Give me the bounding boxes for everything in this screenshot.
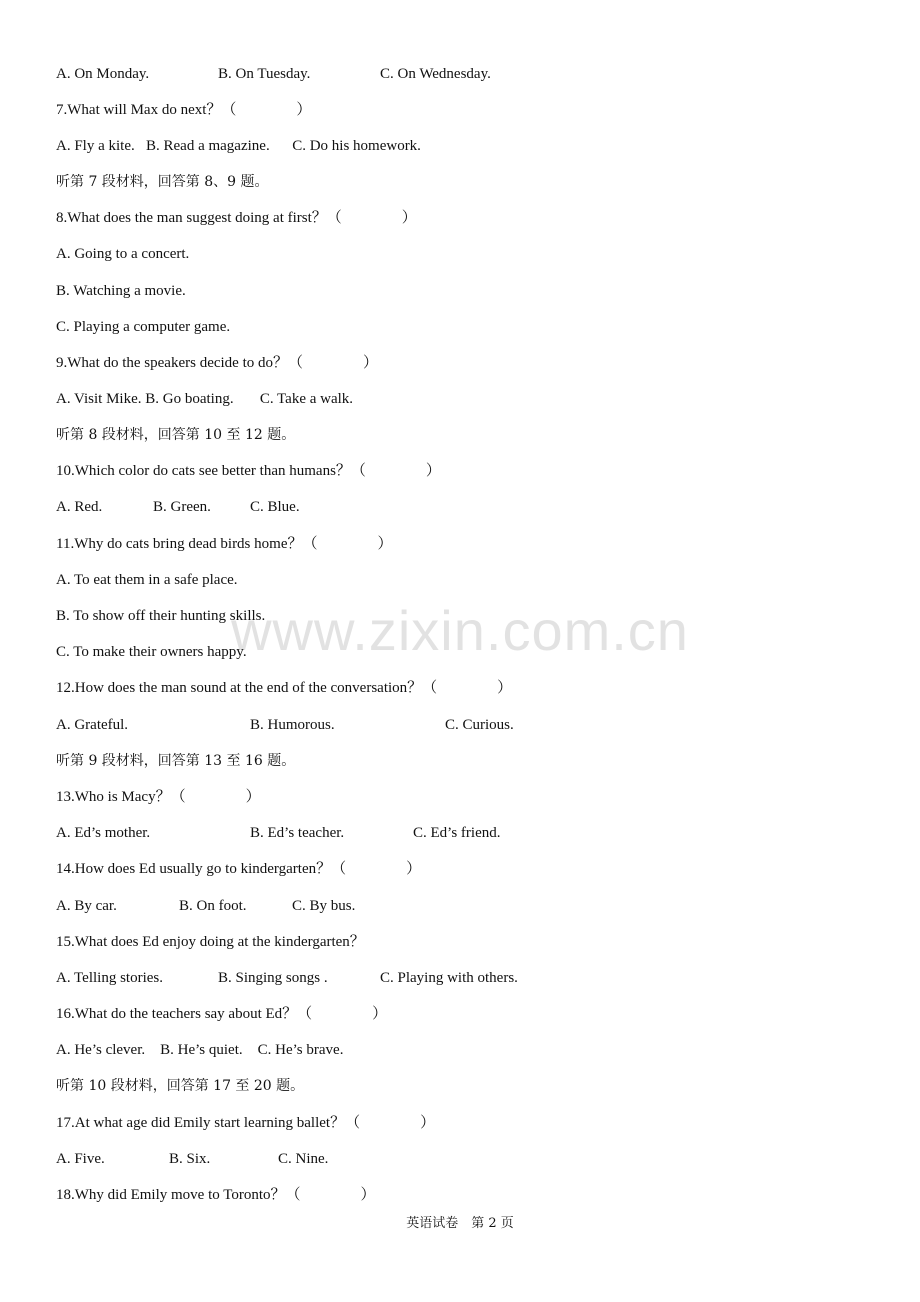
q15-option-b: B. Singing songs . <box>218 970 328 986</box>
section-10-instruction: 听第 10 段材料，回答第 17 至 20 题。 <box>56 1078 305 1094</box>
q14-option-b: B. On foot. <box>179 898 247 914</box>
q13-options <box>56 822 501 844</box>
q15-options <box>56 967 518 989</box>
q17-question: 17.At what age did Emily start learning ballet？（ ） <box>56 1115 436 1131</box>
q10-options <box>56 496 300 518</box>
section-7-instruction: 听第 7 段材料，回答第 8、9 题。 <box>56 174 269 190</box>
q8-option-a: A. Going to a concert. <box>56 246 190 262</box>
q13-question: 13.Who is Macy？（ ） <box>56 789 261 805</box>
q9-question: 9.What do the speakers decide to do？（ ） <box>56 355 379 371</box>
q11-question: 11.Why do cats bring dead birds home？（ ） <box>56 536 393 552</box>
q16-options <box>56 1039 344 1061</box>
section-8-instruction: 听第 8 段材料，回答第 10 至 12 题。 <box>56 427 296 443</box>
watermark: www.zixin.com.cn <box>231 599 689 662</box>
q6-option-b: B. On Tuesday. <box>218 66 311 82</box>
q8-option-b: B. Watching a movie. <box>56 283 186 299</box>
q17-option-a: A. Five. <box>56 1151 105 1167</box>
q15-question: 15.What does Ed enjoy doing at the kindergarten？ <box>56 934 365 950</box>
q13-option-b: B. Ed’s teacher. <box>250 825 345 841</box>
q12-question: 12.How does the man sound at the end of the conversation？（ ） <box>56 680 513 696</box>
q11-option-b: B. To show off their hunting skills. <box>56 608 266 624</box>
q9-options <box>56 388 354 410</box>
q10-question: 10.Which color do cats see better than humans？（ ） <box>56 463 441 479</box>
q16-question: 16.What do the teachers say about Ed？（ ） <box>56 1006 388 1022</box>
q10-option-a: A. Red. <box>56 499 103 515</box>
q12-option-c: C. Curious. <box>445 717 514 733</box>
q9-options-text: A. Visit Mike. B. Go boating. C. Take a walk. <box>56 391 354 407</box>
q18-question: 18.Why did Emily move to Toronto？（ ） <box>56 1187 376 1203</box>
q7-question: 7.What will Max do next？（ ） <box>56 102 312 118</box>
q6-options <box>56 63 491 85</box>
q14-question: 14.How does Ed usually go to kindergarten？（ ） <box>56 861 422 877</box>
section-9-instruction: 听第 9 段材料，回答第 13 至 16 题。 <box>56 753 296 769</box>
q11-option-a: A. To eat them in a safe place. <box>56 572 238 588</box>
q7-options-text: A. Fly a kite. B. Read a magazine. C. Do his homework. <box>56 138 421 154</box>
q13-option-c: C. Ed’s friend. <box>413 825 501 841</box>
q17-option-b: B. Six. <box>169 1151 211 1167</box>
q17-options <box>56 1148 329 1170</box>
q14-option-c: C. By bus. <box>292 898 356 914</box>
q6-option-a: A. On Monday. <box>56 66 150 82</box>
q12-option-a: A. Grateful. <box>56 717 129 733</box>
q7-options <box>56 135 421 157</box>
page-footer: 英语试卷 第 2 页 <box>406 1216 514 1231</box>
q10-option-c: C. Blue. <box>250 499 300 515</box>
q12-option-b: B. Humorous. <box>250 717 335 733</box>
q8-question: 8.What does the man suggest doing at first？（ ） <box>56 210 417 226</box>
q15-option-c: C. Playing with others. <box>380 970 518 986</box>
q6-option-c: C. On Wednesday. <box>380 66 491 82</box>
q12-options <box>56 714 514 736</box>
q11-option-c: C. To make their owners happy. <box>56 644 247 660</box>
q14-option-a: A. By car. <box>56 898 117 914</box>
q15-option-a: A. Telling stories. <box>56 970 163 986</box>
q13-option-a: A. Ed’s mother. <box>56 825 151 841</box>
q17-option-c: C. Nine. <box>278 1151 329 1167</box>
q14-options <box>56 895 356 917</box>
q8-option-c: C. Playing a computer game. <box>56 319 231 335</box>
q10-option-b: B. Green. <box>153 499 211 515</box>
q16-options-text: A. He’s clever. B. He’s quiet. C. He’s brave. <box>56 1042 344 1058</box>
